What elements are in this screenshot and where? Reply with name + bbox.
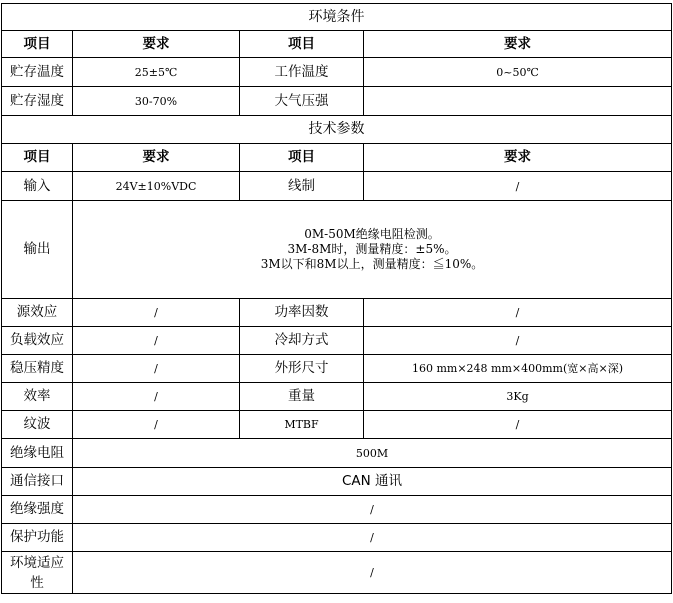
table-row-output — [2, 201, 672, 299]
item-value: / — [73, 383, 240, 411]
header-cell: 项目 — [2, 144, 73, 172]
item-value: 25±5℃ — [73, 58, 240, 87]
header-cell: 项目 — [240, 144, 364, 172]
item-label: 输入 — [2, 172, 73, 201]
item-value: 30-70% — [73, 87, 240, 116]
item-label: 纹波 — [2, 411, 73, 439]
output-line: 3M以下和8M以上，测量精度：≦10%。 — [260, 257, 484, 271]
item-label: 外形尺寸 — [240, 355, 364, 383]
item-label: 贮存温度 — [2, 58, 73, 87]
item-label: 绝缘强度 — [2, 496, 73, 524]
spec-table — [1, 3, 672, 594]
table-row-wide — [2, 552, 672, 594]
item-label: 功率因数 — [240, 299, 364, 327]
table-row — [2, 383, 672, 411]
header-row-env — [2, 31, 672, 58]
section-row-env — [2, 4, 672, 31]
item-label: 通信接口 — [2, 468, 73, 496]
item-label: 输出 — [2, 201, 73, 299]
table-row — [2, 299, 672, 327]
section-row-tech — [2, 116, 672, 144]
table-row-wide — [2, 439, 672, 468]
item-label: 大气压强 — [240, 87, 364, 116]
table-row-wide — [2, 496, 672, 524]
item-value: / — [73, 411, 240, 439]
item-label: 环境适应性 — [2, 552, 73, 594]
item-value: 160 mm×248 mm×400mm(宽×高×深) — [364, 355, 672, 383]
item-label: 负载效应 — [2, 327, 73, 355]
item-value: / — [73, 299, 240, 327]
item-label: 源效应 — [2, 299, 73, 327]
item-value: / — [73, 327, 240, 355]
header-cell: 要求 — [364, 31, 672, 58]
item-value: / — [73, 524, 672, 552]
table-row — [2, 58, 672, 87]
header-cell: 项目 — [2, 31, 73, 58]
item-value: / — [73, 552, 672, 594]
item-label: 保护功能 — [2, 524, 73, 552]
table-row-wide — [2, 468, 672, 496]
item-value: / — [73, 355, 240, 383]
item-value: 3Kg — [364, 383, 672, 411]
item-label: 稳压精度 — [2, 355, 73, 383]
item-value: / — [364, 327, 672, 355]
item-value: 24V±10%VDC — [73, 172, 240, 201]
output-line: 3M-8M时，测量精度：±5%。 — [287, 242, 457, 256]
item-label: 贮存湿度 — [2, 87, 73, 116]
item-value: / — [364, 172, 672, 201]
item-label: MTBF — [240, 411, 364, 439]
table-row — [2, 411, 672, 439]
item-label: 绝缘电阻 — [2, 439, 73, 468]
table-row — [2, 355, 672, 383]
header-cell: 项目 — [240, 31, 364, 58]
header-cell: 要求 — [73, 31, 240, 58]
item-label: 线制 — [240, 172, 364, 201]
table-row — [2, 327, 672, 355]
item-label: 冷却方式 — [240, 327, 364, 355]
item-value: / — [73, 496, 672, 524]
output-description — [73, 201, 672, 299]
item-value: 500M — [73, 439, 672, 468]
header-row-tech — [2, 144, 672, 172]
item-value: CAN 通讯 — [73, 468, 672, 496]
item-value: 0~50℃ — [364, 58, 672, 87]
header-cell: 要求 — [73, 144, 240, 172]
header-cell: 要求 — [364, 144, 672, 172]
section-title-tech: 技术参数 — [2, 116, 672, 144]
item-value — [364, 87, 672, 116]
output-line: 0M-50M绝缘电阻检测。 — [304, 227, 440, 241]
table-row — [2, 87, 672, 116]
table-row-input — [2, 172, 672, 201]
item-label: 重量 — [240, 383, 364, 411]
item-label: 效率 — [2, 383, 73, 411]
item-value: / — [364, 299, 672, 327]
section-title-env: 环境条件 — [2, 4, 672, 31]
table-row-wide — [2, 524, 672, 552]
item-value: / — [364, 411, 672, 439]
item-label: 工作温度 — [240, 58, 364, 87]
